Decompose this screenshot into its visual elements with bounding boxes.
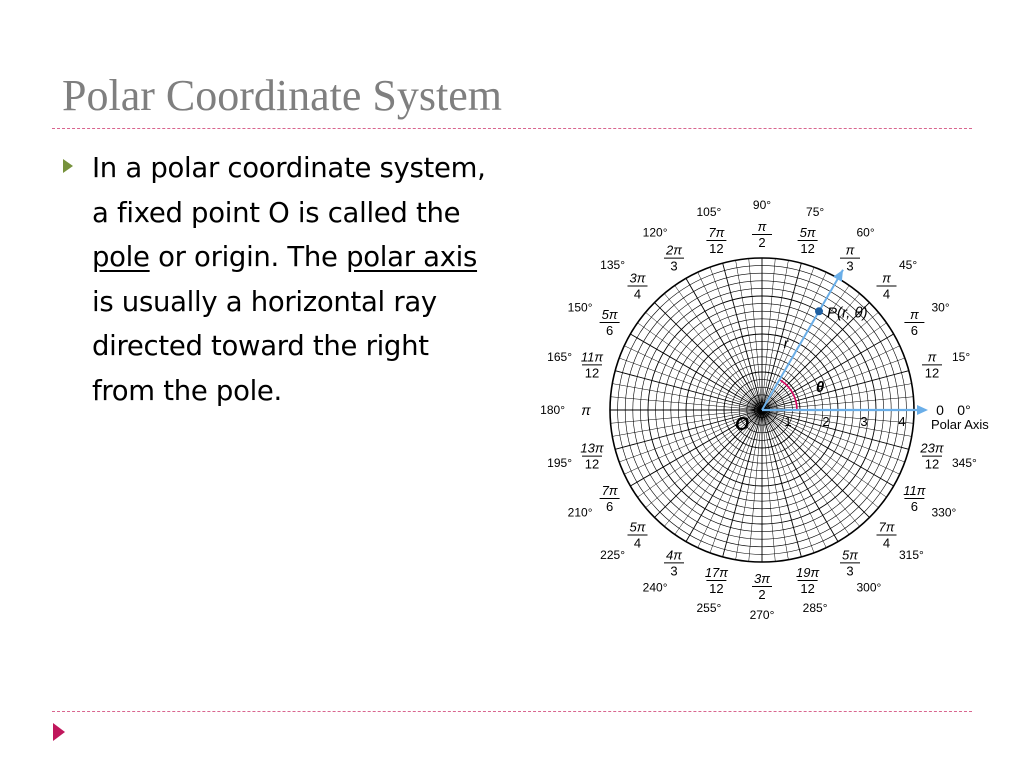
angle-label-numerator: 7π — [601, 483, 618, 498]
angle-label-denominator: 4 — [633, 535, 642, 551]
text-segment: is usually a horizontal ray directed toward the right from the pole. — [92, 285, 437, 407]
point-p-label: P(r, θ) — [827, 304, 868, 322]
bullet-text — [92, 146, 492, 413]
text-segment: In a polar coordinate system, a fixed point O is called the — [92, 152, 486, 229]
axis-label-deg: 0° — [957, 402, 971, 418]
angle-label-denominator: 12 — [924, 456, 940, 472]
angle-label-numerator: 11π — [580, 349, 604, 365]
triangle-right-icon — [52, 722, 66, 742]
angle-label-numerator: 11π — [903, 483, 926, 498]
slide-title: Polar Coordinate System — [62, 71, 502, 120]
angle-label-numerator: 5π — [799, 225, 816, 240]
angle-label-denominator: 12 — [584, 456, 600, 472]
term-polar-axis: polar axis — [346, 241, 478, 273]
angle-label-numerator: 4π — [666, 547, 682, 563]
angle-label-denominator: 4 — [882, 286, 891, 302]
angle-label-numerator: π — [845, 242, 855, 258]
polar-axis-arrowhead — [917, 405, 928, 415]
angle-label-denominator: 12 — [584, 365, 600, 381]
angle-label-denominator: 12 — [709, 241, 724, 256]
angle-label-deg: 105° — [696, 205, 722, 219]
angle-label-denominator: 3 — [670, 563, 678, 579]
grid-radial-line — [762, 263, 801, 410]
angle-label-numerator: 5π — [629, 519, 646, 535]
angle-label-deg: 165° — [547, 349, 572, 364]
angle-label-deg: 135° — [600, 258, 625, 272]
r-label: r — [783, 335, 789, 351]
angle-label-deg: 75° — [806, 205, 825, 219]
angle-label-deg: 345° — [952, 456, 977, 471]
angle-label-denominator: 6 — [910, 323, 919, 338]
point-p-marker — [815, 307, 823, 315]
theta-label: θ — [815, 379, 825, 396]
angle-label-deg: 330° — [931, 505, 957, 520]
angle-label-denominator: 2 — [758, 235, 766, 250]
polar-axis-label: Polar Axis — [931, 417, 989, 432]
angle-label-denominator: 6 — [605, 499, 614, 514]
angle-label-denominator: 12 — [709, 581, 724, 596]
grid-radial-line — [615, 371, 762, 410]
angle-label-deg: 285° — [802, 601, 828, 615]
angle-label-deg: 270° — [749, 608, 775, 622]
angle-label-numerator: 5π — [842, 547, 858, 563]
term-pole: pole — [92, 241, 150, 273]
footer-divider — [52, 711, 972, 712]
angle-label-numerator: 13π — [580, 440, 604, 456]
grid-radial-line — [762, 371, 909, 410]
angle-label-deg: 210° — [567, 505, 593, 520]
pole-label: O — [734, 414, 750, 434]
angle-label-numerator: 3π — [754, 571, 770, 586]
grid-radial-line — [762, 410, 801, 557]
text-segment: or origin. The — [149, 241, 347, 273]
angle-label-deg: 180° — [540, 403, 565, 417]
angle-label-deg: 60° — [856, 225, 875, 240]
angle-label-deg: 225° — [600, 548, 625, 562]
angle-label-numerator: 23π — [920, 440, 944, 456]
angle-label-deg: 30° — [931, 300, 950, 315]
angle-label-deg: 150° — [567, 300, 593, 315]
angle-label-denominator: 4 — [633, 286, 642, 302]
angle-label-numerator: π — [927, 349, 937, 365]
angle-label-denominator: 6 — [910, 499, 919, 514]
angle-label-deg: 120° — [642, 225, 668, 240]
angle-label-denominator: 4 — [882, 535, 891, 551]
angle-label-numerator: 3π — [629, 270, 646, 286]
angle-label-deg: 315° — [899, 548, 924, 562]
angle-label-deg: 45° — [899, 258, 918, 272]
angle-label-numerator: 5π — [601, 307, 618, 322]
radial-tick-label: 3 — [860, 414, 868, 429]
angle-label-deg: 15° — [952, 349, 971, 364]
angle-label-deg: 300° — [856, 580, 882, 595]
grid-radial-line — [723, 263, 762, 410]
angle-label-deg: 255° — [696, 601, 722, 615]
angle-label-denominator: 6 — [605, 323, 614, 338]
angle-label-numerator: 7π — [878, 519, 895, 535]
angle-label-denominator: 2 — [758, 587, 766, 602]
angle-label-denominator: 12 — [800, 241, 815, 256]
angle-label-deg: 240° — [642, 580, 668, 595]
radial-tick-label: 2 — [822, 414, 830, 429]
title-divider — [52, 128, 972, 129]
radial-tick-label: 4 — [898, 414, 906, 429]
angle-label-numerator: π — [910, 307, 919, 322]
angle-label-numerator: 7π — [708, 225, 725, 240]
radial-tick-label: 1 — [784, 414, 792, 429]
triangle-right-icon — [62, 158, 74, 174]
axis-label-rad: 0 — [936, 402, 944, 418]
angle-label-numerator: 2π — [666, 242, 682, 258]
angle-label-denominator: 12 — [800, 581, 815, 596]
angle-label-deg: 195° — [547, 456, 572, 471]
angle-label-denominator: 3 — [846, 563, 854, 579]
angle-label-numerator: 19π — [796, 565, 820, 580]
angle-label-denominator: 3 — [846, 258, 854, 274]
angle-label-numerator: π — [757, 219, 767, 234]
angle-label-denominator: 3 — [670, 258, 678, 274]
angle-label-rad: π — [581, 402, 591, 418]
angle-label-numerator: π — [882, 270, 891, 286]
angle-label-denominator: 12 — [924, 365, 940, 381]
polar-grid-diagram — [525, 185, 995, 635]
angle-label-deg: 90° — [752, 198, 772, 212]
angle-label-numerator: 17π — [704, 565, 728, 580]
